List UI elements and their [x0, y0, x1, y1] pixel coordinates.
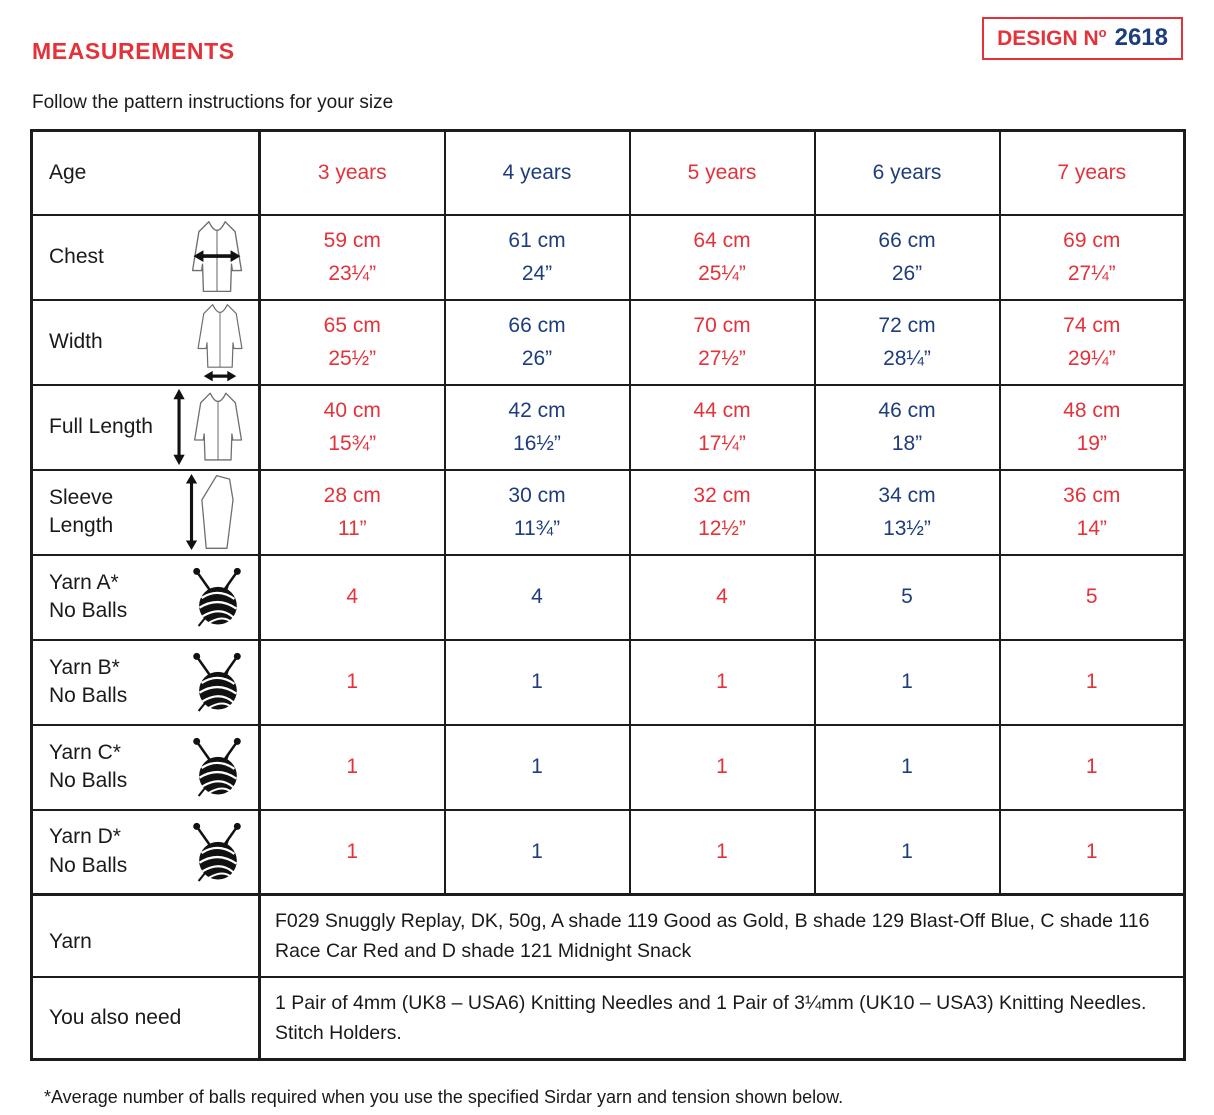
inch-value: 14” — [1076, 517, 1107, 540]
yarn-info-text: F029 Snuggly Replay, DK, 50g, A shade 119 Good as Gold, B shade 129 Blast-Off Blue, C shade 116 Race Car Red and D shade 121 Midnight Snack — [275, 910, 1150, 962]
width-label-cell — [32, 300, 260, 385]
cm-value: 72 cm — [878, 314, 936, 337]
sweater-width-arrow-icon — [194, 302, 246, 382]
chest-row — [32, 215, 1185, 300]
measurements-table — [30, 129, 1186, 1061]
chest-label: Chest — [49, 244, 104, 268]
cm-value: 69 cm — [1063, 229, 1121, 252]
also-need-label: You also need — [49, 1005, 182, 1029]
inch-value: 13½” — [883, 517, 931, 540]
yarn-a-label-cell — [32, 555, 260, 640]
cm-value: 32 cm — [693, 484, 751, 507]
size-cell — [815, 300, 1000, 385]
balls-cell: 1 — [1000, 725, 1185, 810]
yarn-b-label: Yarn B* — [49, 655, 120, 679]
inch-value: 11¾” — [513, 517, 561, 540]
cm-value: 36 cm — [1063, 484, 1121, 507]
cm-value: 59 cm — [323, 229, 381, 252]
balls-cell: 1 — [445, 640, 630, 725]
sweater-full-length-arrow-icon — [171, 388, 246, 466]
cm-value: 30 cm — [508, 484, 566, 507]
cm-value: 66 cm — [878, 229, 936, 252]
also-need-cell — [260, 977, 1185, 1060]
age-label-cell — [32, 131, 260, 215]
page-subtitle: Follow the pattern instructions for your size — [32, 92, 394, 113]
balls-cell: 1 — [630, 640, 815, 725]
inch-value: 23¼” — [328, 262, 377, 285]
cm-value: 42 cm — [508, 399, 566, 422]
balls-cell: 1 — [815, 725, 1000, 810]
age-cell: 4 years — [445, 131, 630, 215]
age-cell: 7 years — [1000, 131, 1185, 215]
inch-value: 25½” — [328, 347, 377, 370]
yarn-a-label: Yarn A* — [49, 570, 119, 594]
cm-value: 61 cm — [508, 229, 566, 252]
balls-cell: 1 — [260, 810, 445, 895]
cm-value: 46 cm — [878, 399, 936, 422]
size-cell — [815, 385, 1000, 470]
cm-value: 48 cm — [1063, 399, 1121, 422]
inch-value: 19” — [1076, 432, 1107, 455]
footnote: *Average number of balls required when you use the specified Sirdar yarn and tension shown below. — [44, 1087, 844, 1107]
balls-cell: 4 — [630, 555, 815, 640]
size-cell — [445, 385, 630, 470]
balls-cell: 4 — [260, 555, 445, 640]
no-balls-label: No Balls — [49, 853, 128, 877]
yarn-ball-icon — [188, 565, 246, 629]
size-cell — [815, 470, 1000, 555]
design-label: DESIGN $N^o$ — [997, 25, 1107, 50]
balls-cell: 4 — [445, 555, 630, 640]
cm-value: 66 cm — [508, 314, 566, 337]
yarn-d-row — [32, 810, 1185, 895]
size-cell — [1000, 385, 1185, 470]
cm-value: 34 cm — [878, 484, 936, 507]
yarn-c-label-cell — [32, 725, 260, 810]
yarn-ball-icon — [188, 735, 246, 799]
balls-cell: 1 — [1000, 640, 1185, 725]
no-balls-label: No Balls — [49, 769, 128, 792]
width-label: Width — [49, 329, 103, 353]
size-cell — [1000, 470, 1185, 555]
cm-value: 74 cm — [1063, 314, 1121, 337]
yarn-ball-icon — [188, 820, 246, 884]
age-cell: 3 years — [260, 131, 445, 215]
sleeve-length-label-cell — [32, 470, 260, 555]
inch-value: 25¼” — [698, 262, 746, 285]
size-cell — [445, 300, 630, 385]
sleeve-length-row — [32, 470, 1185, 555]
size-cell — [630, 300, 815, 385]
inch-value: 29¼” — [1067, 347, 1116, 370]
yarn-ball-icon — [188, 650, 246, 714]
size-cell — [445, 215, 630, 300]
width-row — [32, 300, 1185, 385]
yarn-b-label-cell — [32, 640, 260, 725]
full-length-label-cell — [32, 385, 260, 470]
yarn-info-row — [32, 895, 1185, 978]
inch-value: 24” — [521, 262, 553, 285]
balls-cell: 1 — [815, 640, 1000, 725]
sweater-chest-arrow-icon — [188, 219, 246, 295]
yarn-b-row — [32, 640, 1185, 725]
design-number: 2618 — [1114, 24, 1168, 51]
no-balls-label: No Balls — [49, 684, 128, 707]
inch-value: 12½” — [698, 517, 746, 540]
also-need-text: 1 Pair of 4mm (UK8 – USA6) Knitting Needles and 1 Pair of 3¼mm (UK10 – USA3) Knitting Needles. Stitch Holders. — [275, 992, 1147, 1044]
yarn-a-row — [32, 555, 1185, 640]
page-title: MEASUREMENTS — [32, 38, 235, 64]
inch-value: 27¼” — [1067, 262, 1116, 285]
inch-value: 26” — [891, 262, 923, 285]
no-balls-label: No Balls — [49, 599, 128, 622]
size-cell — [630, 470, 815, 555]
cm-value: 28 cm — [323, 484, 381, 507]
cm-value: 64 cm — [693, 229, 751, 252]
inch-value: 27½” — [698, 347, 746, 370]
inch-value: 15¾” — [328, 432, 377, 455]
full-length-row — [32, 385, 1185, 470]
age-cell: 6 years — [815, 131, 1000, 215]
balls-cell: 1 — [1000, 810, 1185, 895]
balls-cell: 1 — [260, 640, 445, 725]
yarn-info-label: Yarn — [49, 929, 92, 953]
cm-value: 70 cm — [693, 314, 751, 337]
inch-value: 17¼” — [698, 432, 746, 455]
size-cell — [260, 470, 445, 555]
size-cell — [260, 215, 445, 300]
balls-cell: 1 — [445, 810, 630, 895]
yarn-d-label: Yarn D* — [49, 825, 121, 849]
yarn-c-label: Yarn C* — [49, 740, 121, 764]
cm-value: 40 cm — [323, 399, 381, 422]
size-cell — [630, 215, 815, 300]
balls-cell: 1 — [630, 725, 815, 810]
size-cell — [815, 215, 1000, 300]
cm-value: 65 cm — [323, 314, 381, 337]
age-cell: 5 years — [630, 131, 815, 215]
age-label: Age — [49, 160, 87, 184]
age-row — [32, 131, 1185, 215]
inch-value: 18” — [891, 432, 923, 455]
also-need-label-cell — [32, 977, 260, 1060]
size-cell — [260, 300, 445, 385]
yarn-info-label-cell — [32, 895, 260, 978]
sleeve-length-label: Sleeve Length — [49, 485, 114, 537]
size-cell — [1000, 215, 1185, 300]
cm-value: 44 cm — [693, 399, 751, 422]
balls-cell: 1 — [445, 725, 630, 810]
size-cell — [445, 470, 630, 555]
balls-cell: 1 — [630, 810, 815, 895]
chest-label-cell — [32, 215, 260, 300]
inch-value: 28¼” — [883, 347, 931, 370]
also-need-row — [32, 977, 1185, 1060]
balls-cell: 1 — [815, 810, 1000, 895]
size-cell — [630, 385, 815, 470]
size-cell — [260, 385, 445, 470]
yarn-d-label-cell — [32, 810, 260, 895]
inch-value: 16½” — [513, 432, 561, 455]
design-number-box — [982, 17, 1183, 60]
full-length-label: Full Length — [49, 414, 153, 438]
inch-value: 26” — [521, 347, 553, 370]
yarn-info-cell — [260, 895, 1185, 978]
size-cell — [1000, 300, 1185, 385]
sleeve-length-arrow-icon — [182, 472, 246, 552]
balls-cell: 5 — [1000, 555, 1185, 640]
inch-value: 11” — [337, 517, 367, 540]
balls-cell: 5 — [815, 555, 1000, 640]
yarn-c-row — [32, 725, 1185, 810]
balls-cell: 1 — [260, 725, 445, 810]
